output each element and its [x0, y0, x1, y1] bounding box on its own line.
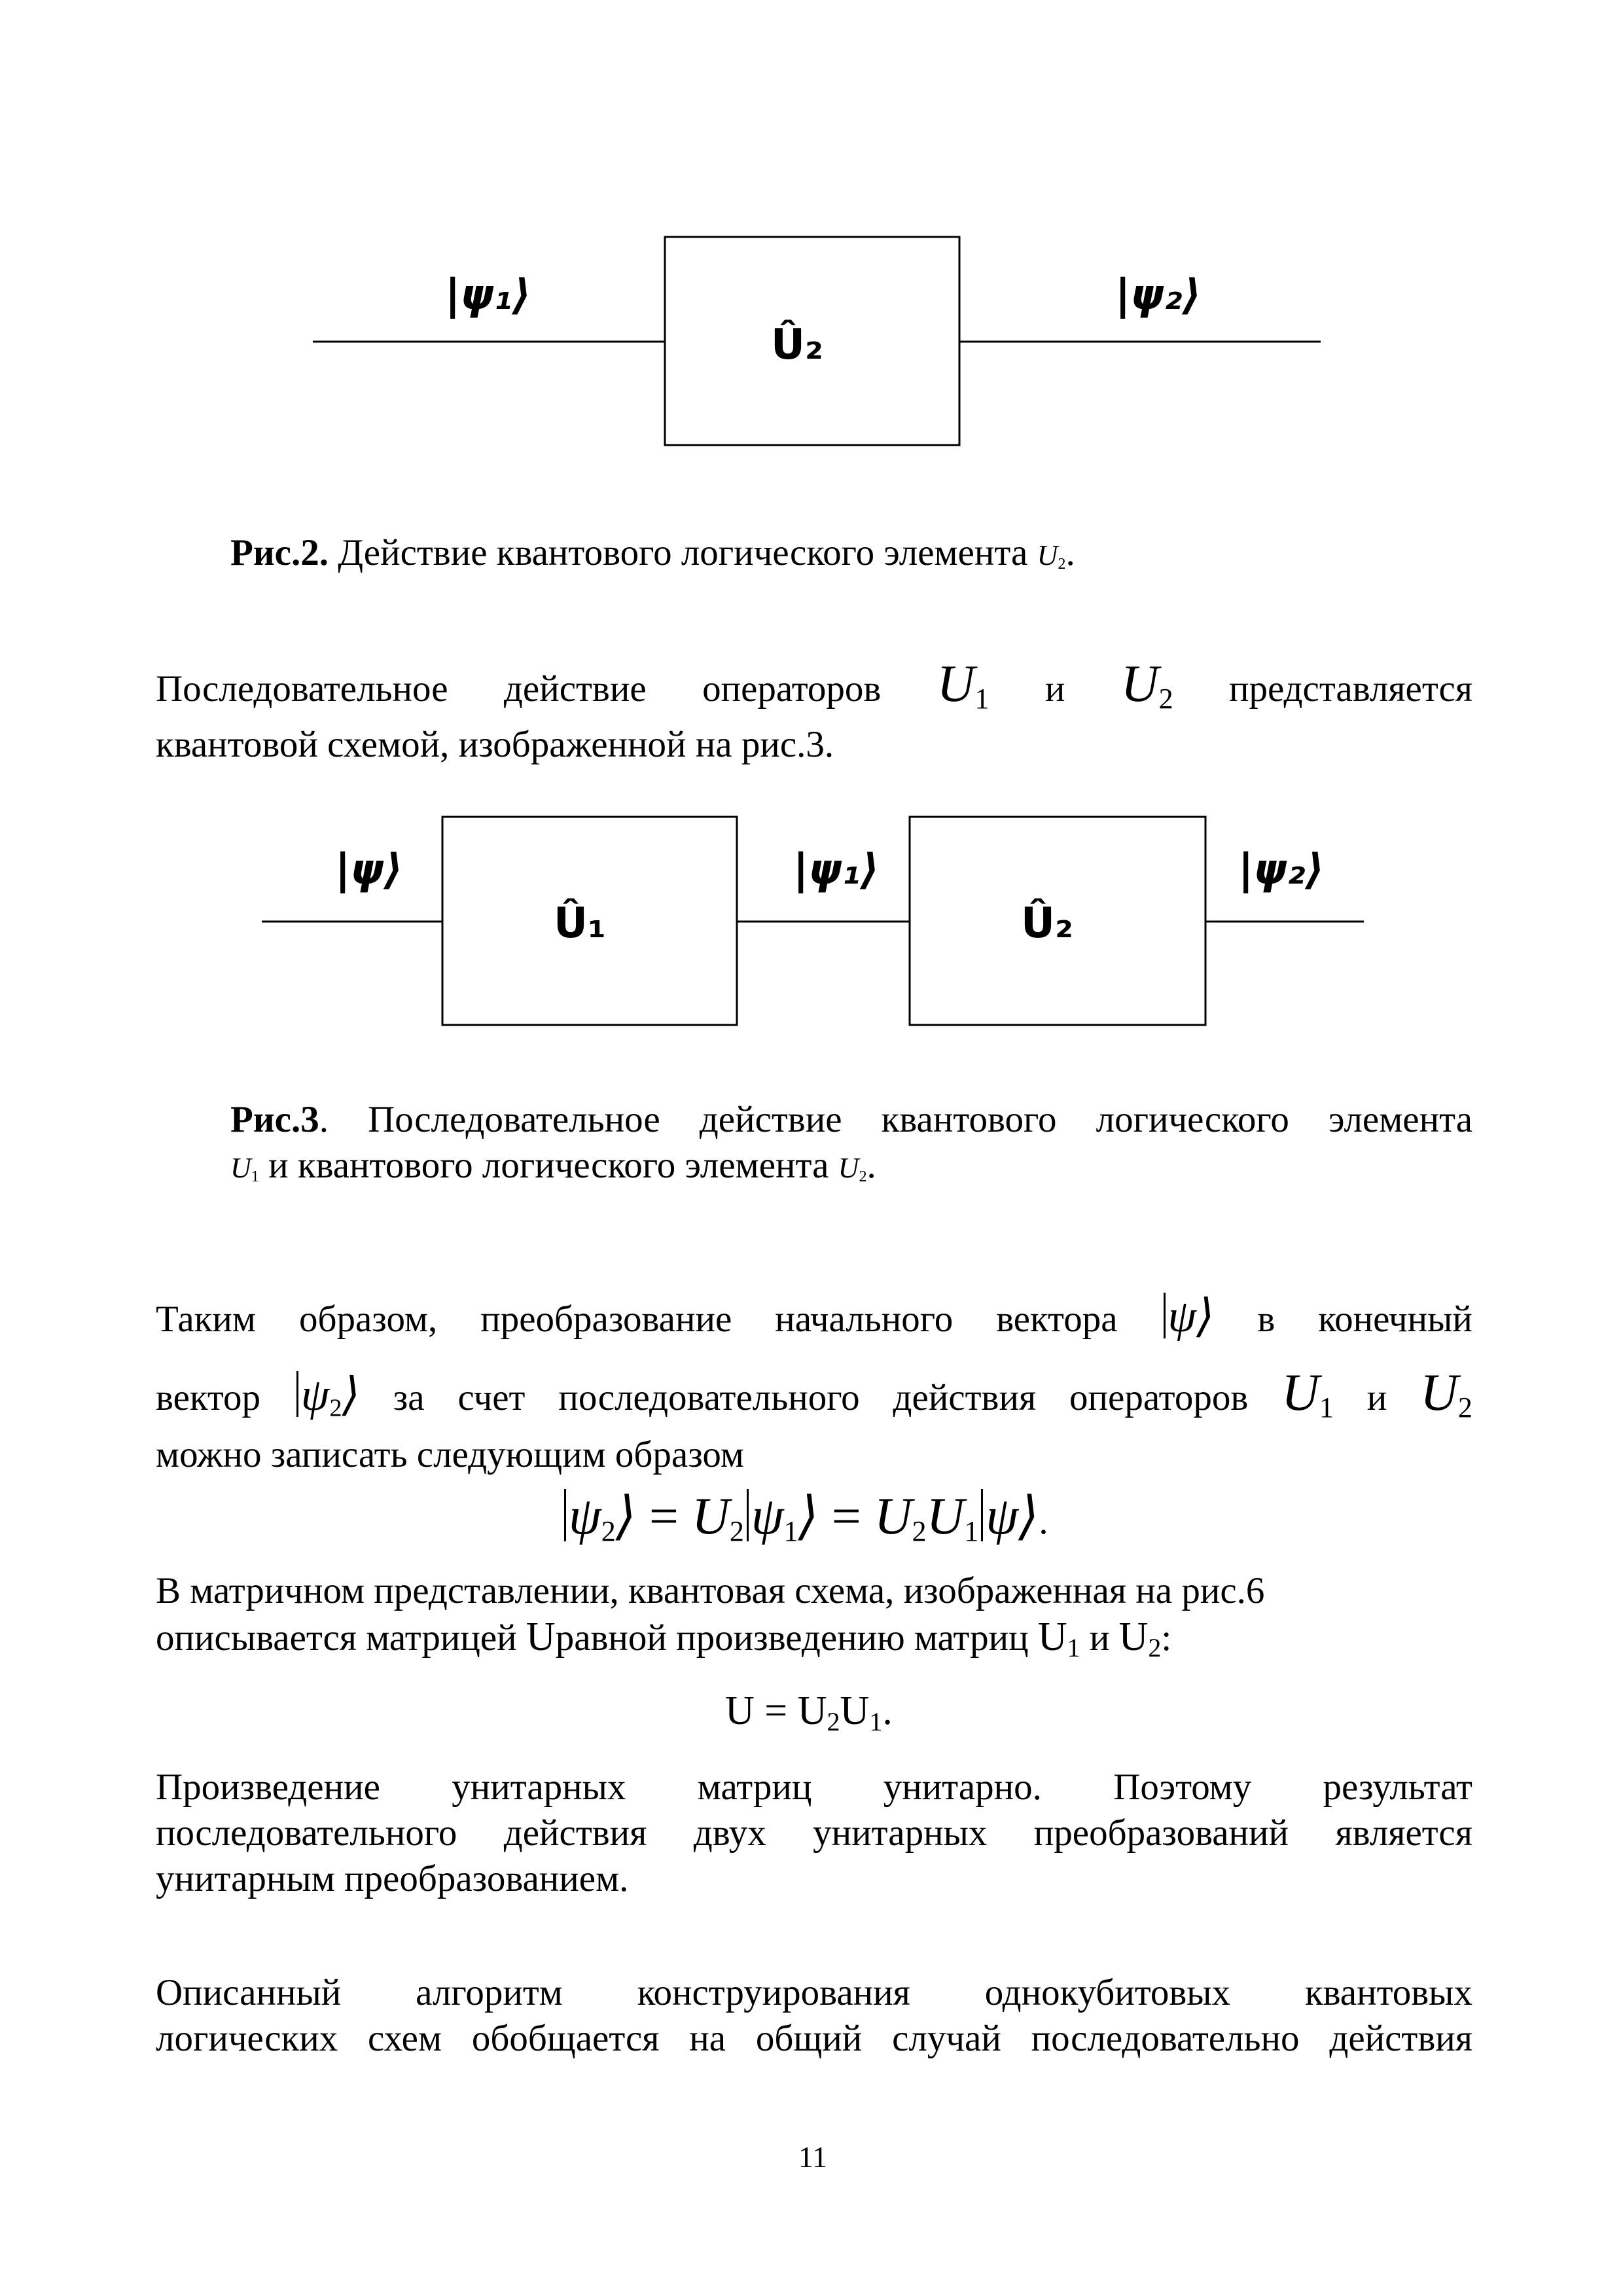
- fig3-caption-operator-2: $U_2$: [838, 1152, 867, 1186]
- paragraph-2: [156, 1279, 1472, 1478]
- operator-u2: $U_2$: [1120, 655, 1173, 715]
- paragraph-3-line-2: описывается матрицей Uравной произведению матриц $U_1$ и $U_2$:: [156, 1615, 1172, 1662]
- fig2-input-label: |ψ₁⟩: [445, 271, 531, 319]
- fig2-caption-operator: $U_2$: [1037, 539, 1066, 573]
- paragraph-4-line-3: унитарным преобразованием.: [156, 1858, 629, 1899]
- paragraph-1-line-2: квантовой схемой, изображенной на рис.3.: [156, 724, 834, 765]
- page-number: 11: [798, 2140, 828, 2174]
- fig3-gate-2-label: Û₂: [1021, 899, 1073, 948]
- ket-psi: ψ⟩: [1161, 1279, 1215, 1354]
- word: операторов: [1069, 1377, 1249, 1418]
- paragraph-4-line-2: последовательного действия двух унитарных преобразований является: [156, 1812, 1472, 1854]
- figure-2-caption: [230, 530, 1075, 587]
- fig3-input-label: |ψ⟩: [335, 846, 403, 894]
- fig2-caption-label: Рис.2.: [230, 532, 329, 573]
- fig3-caption-line-2: [230, 1143, 1472, 1200]
- operator-u1: $U_1$: [936, 655, 990, 715]
- figure-3-caption: [230, 1097, 1472, 1200]
- word: операторов: [702, 668, 882, 709]
- word: и: [1044, 668, 1065, 709]
- fig2-caption-period: .: [1065, 532, 1075, 573]
- word: и: [1366, 1377, 1387, 1418]
- word: последовательного: [558, 1377, 860, 1418]
- figure-3-diagram: [0, 785, 1623, 1047]
- word: счет: [457, 1377, 526, 1418]
- word: представляется: [1228, 668, 1472, 709]
- paragraph-5-line-2: логических схем обобщается на общий случай последовательно действия: [156, 2018, 1472, 2059]
- paragraph-3-line-1: В матричном представлении, квантовая схема, изображенная на рис.6: [156, 1570, 1265, 1611]
- fig2-gate-label: Û₂: [771, 321, 823, 369]
- paragraph-4: [156, 1765, 1472, 1902]
- fig3-caption-period: .: [866, 1145, 876, 1186]
- operator-u1: $U_1$: [1281, 1364, 1334, 1424]
- fig2-caption-text: Действие квантового логического элемента: [338, 532, 1028, 573]
- word: вектор: [156, 1377, 260, 1418]
- paragraph-2-line-1: [156, 1279, 1472, 1356]
- word: образом,: [298, 1299, 438, 1340]
- ket-psi-2: $\psi_2⟩$: [294, 1357, 360, 1445]
- word: Таким: [156, 1299, 256, 1340]
- fig3-caption-text-2: и квантового логического элемента: [268, 1145, 829, 1186]
- fig3-caption-line-1: [230, 1097, 1472, 1143]
- paragraph-5-line-1: Описанный алгоритм конструирования однокубитовых квантовых: [156, 1972, 1472, 2013]
- fig3-caption-operator-1: $U_1$: [230, 1152, 259, 1186]
- fig3-caption-label: Рис.3: [230, 1099, 319, 1140]
- word: в: [1257, 1299, 1275, 1340]
- equation-1: $\psi_2⟩ = U_2$ $\psi_1⟩ = U_2U_1$ ψ⟩.: [562, 1483, 1048, 1564]
- fig3-middle-label: |ψ₁⟩: [793, 846, 880, 894]
- word: начального: [775, 1299, 954, 1340]
- paragraph-2-line-3: можно записать следующим образом: [156, 1433, 744, 1475]
- word: преобразование: [480, 1299, 732, 1340]
- word: действие: [503, 668, 647, 709]
- fig2-output-label: |ψ₂⟩: [1115, 271, 1202, 319]
- word: Последовательное: [156, 668, 448, 709]
- fig3-output-label: |ψ₂⟩: [1238, 846, 1325, 894]
- operator-u2: $U_2$: [1420, 1364, 1472, 1424]
- word: конечный: [1318, 1299, 1472, 1340]
- word: за: [393, 1377, 425, 1418]
- word: действия: [893, 1377, 1037, 1418]
- fig3-caption-text-1: . Последовательное действие квантового логического элемента: [319, 1099, 1472, 1140]
- paragraph-3: [156, 1568, 1472, 1671]
- word: вектора: [996, 1299, 1118, 1340]
- paragraph-5: [156, 1970, 1472, 2062]
- paragraph-4-line-1: Произведение унитарных матриц унитарно. Поэтому результат: [156, 1767, 1472, 1808]
- equation-2: $U = U_2U_1$.: [725, 1689, 893, 1736]
- paragraph-1: [156, 655, 1472, 768]
- paragraph-1-line-1: [156, 655, 1472, 722]
- fig3-gate-1-label: Û₁: [554, 899, 606, 948]
- figure-2-diagram: [0, 0, 1623, 471]
